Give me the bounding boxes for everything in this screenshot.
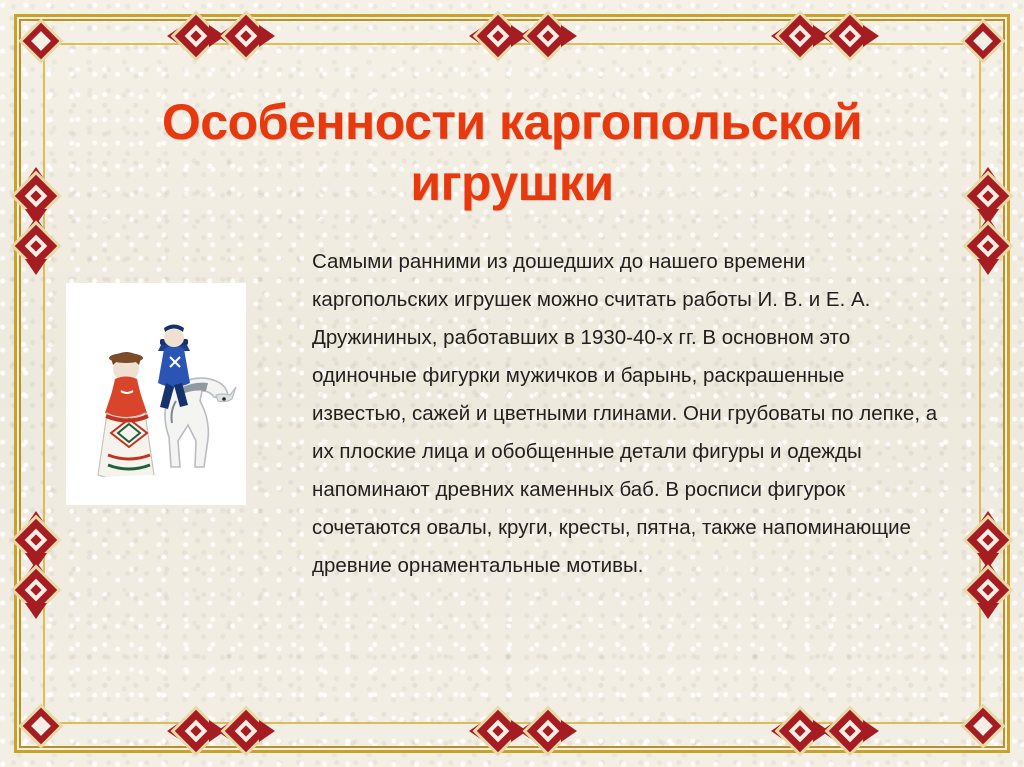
top-ornament-2	[219, 9, 273, 63]
top-ornament-6	[823, 9, 877, 63]
corner-ornament-top-left	[18, 18, 64, 64]
bottom-ornament-6	[823, 704, 877, 758]
bottom-ornament-5	[773, 704, 827, 758]
bottom-ornament-4	[521, 704, 575, 758]
bottom-ornament-3	[471, 704, 525, 758]
corner-ornament-bottom-left	[18, 703, 64, 749]
corner-ornament-bottom-right	[960, 703, 1006, 749]
slide-body-text: Самыми ранними из дошедших до нашего времени каргопольских игрушек можно считать работы И. В. и Е. А. Дружининых, работавших в 1930-40-х гг. В основном это одиночные фигурки мужичков и барынь, раскрашенные известью, сажей и цветными глинами. Они грубоваты по лепке, а их плоские лица и обобщенные детали фигуры и одежды напоминают древних каменных баб. В росписи фигурок сочетаются овалы, круги, кресты, пятна, также напоминающие древние орнаментальные мотивы.	[312, 250, 938, 577]
left-ornament-2	[9, 219, 63, 273]
bottom-ornament-1	[169, 704, 223, 758]
right-ornament-4	[961, 563, 1015, 617]
top-ornament-3	[471, 9, 525, 63]
right-ornament-3	[961, 513, 1015, 567]
left-ornament-4	[9, 563, 63, 617]
kargopol-clay-toys-photo	[66, 283, 246, 505]
bottom-ornament-2	[219, 704, 273, 758]
left-ornament-3	[9, 513, 63, 567]
right-ornament-2	[961, 219, 1015, 273]
slide-title: Особенности каргопольской игрушки	[161, 93, 863, 211]
right-ornament-1	[961, 169, 1015, 223]
top-ornament-4	[521, 9, 575, 63]
left-ornament-1	[9, 169, 63, 223]
corner-ornament-top-right	[960, 18, 1006, 64]
top-ornament-1	[169, 9, 223, 63]
top-ornament-5	[773, 9, 827, 63]
